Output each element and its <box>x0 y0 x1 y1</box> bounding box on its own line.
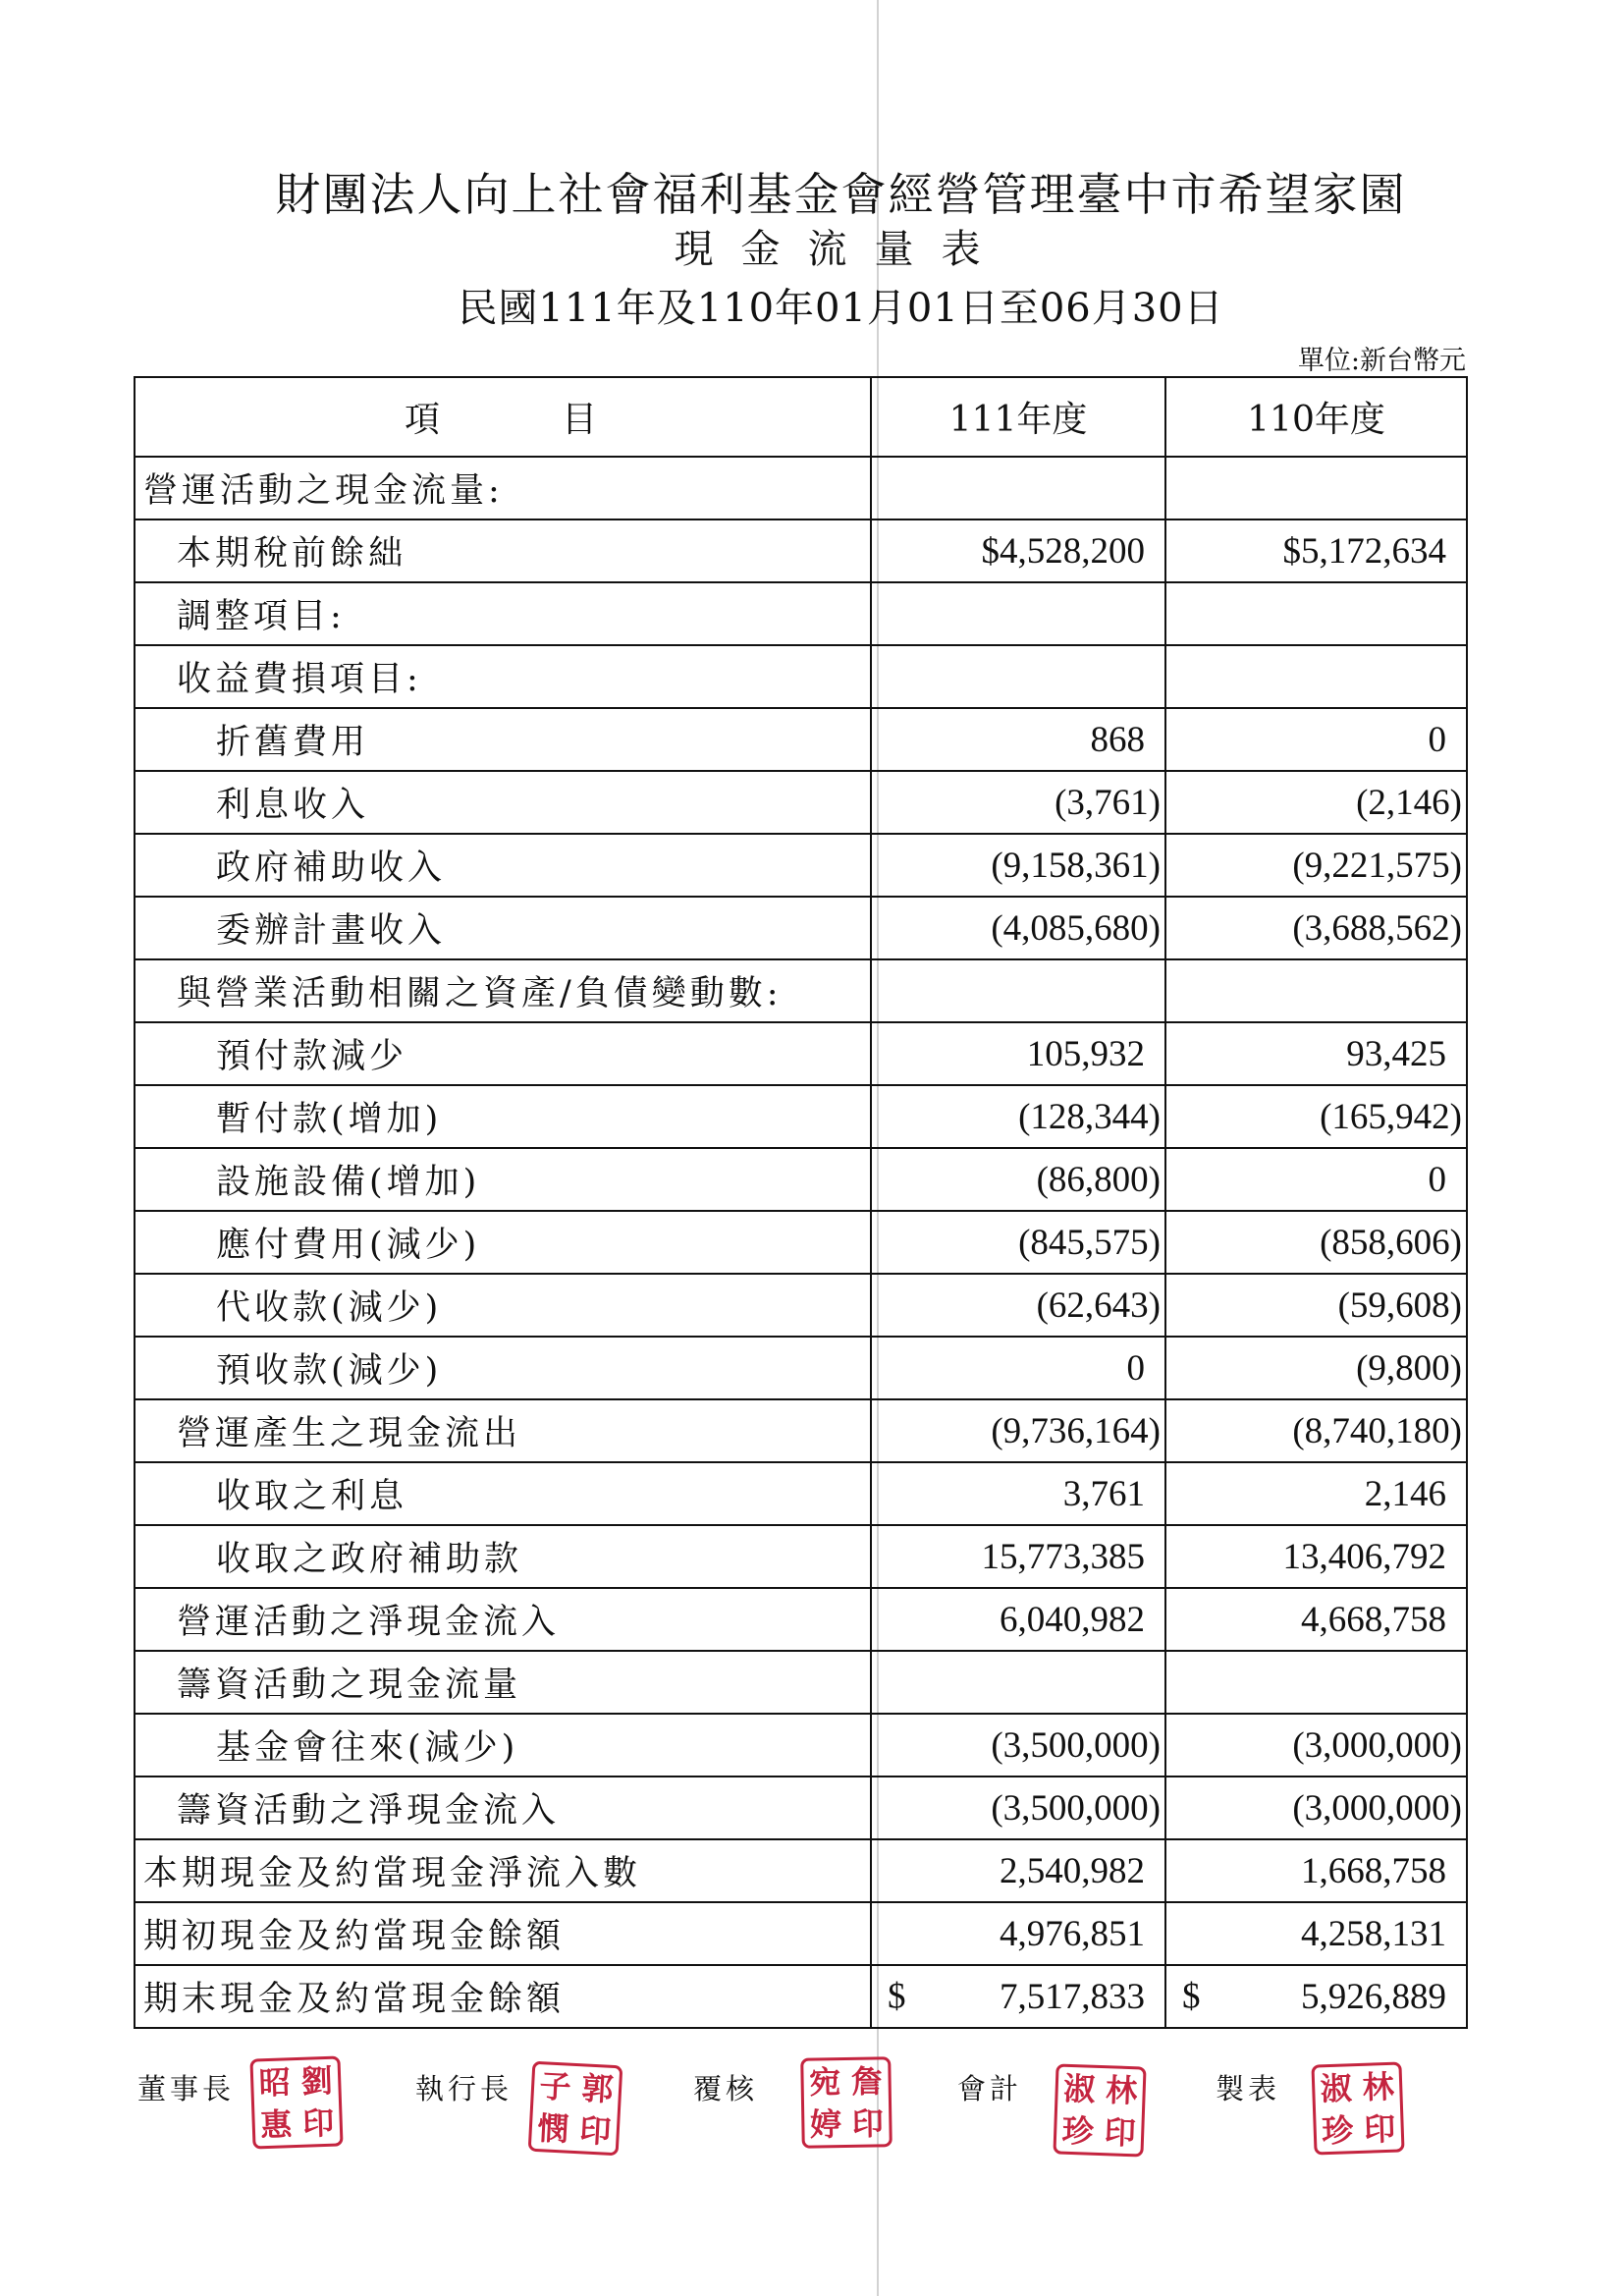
row-label: 營運產生之現金流出 <box>135 1399 871 1462</box>
value-prior-year <box>1165 457 1467 519</box>
row-label: 本期稅前餘絀 <box>135 519 871 582</box>
value-prior-year: (3,000,000) <box>1165 1714 1467 1777</box>
table-row <box>135 1651 1467 1714</box>
value-prior-year: (3,000,000) <box>1165 1777 1467 1839</box>
value-prior-year <box>1165 959 1467 1022</box>
table-row <box>135 519 1467 582</box>
value-current-year: (86,800) <box>871 1148 1165 1211</box>
row-label: 代收款(減少) <box>135 1274 871 1337</box>
row-label: 收取之利息 <box>135 1462 871 1525</box>
value-current-year: (62,643) <box>871 1274 1165 1337</box>
value-current-year: $4,528,200 <box>871 519 1165 582</box>
row-label: 利息收入 <box>135 771 871 834</box>
row-label: 委辦計畫收入 <box>135 897 871 959</box>
value-prior-year <box>1165 582 1467 645</box>
value-current-year: 4,976,851 <box>871 1902 1165 1965</box>
row-label: 折舊費用 <box>135 708 871 771</box>
value-prior-year: 4,258,131 <box>1165 1902 1467 1965</box>
value-current-year: (845,575) <box>871 1211 1165 1274</box>
table-row <box>135 582 1467 645</box>
table-row <box>135 1211 1467 1274</box>
value-current-year: (9,158,361) <box>871 834 1165 897</box>
table-row <box>135 1462 1467 1525</box>
table-row <box>135 959 1467 1022</box>
value-current-year <box>871 457 1165 519</box>
table-row <box>135 834 1467 897</box>
value-current-year <box>871 1651 1165 1714</box>
reviewer-seal: 宛 詹 婷 印 <box>800 2056 893 2149</box>
value-prior-year: (8,740,180) <box>1165 1399 1467 1462</box>
row-label: 籌資活動之淨現金流入 <box>135 1777 871 1839</box>
value-prior-year: (59,608) <box>1165 1274 1467 1337</box>
row-label: 預收款(減少) <box>135 1337 871 1399</box>
row-label: 與營業活動相關之資產/負債變動數: <box>135 959 871 1022</box>
chairman-seal: 昭 劉 惠 印 <box>249 2055 343 2149</box>
accountant-label: 會計 <box>957 2072 1023 2105</box>
value-current-year: (3,761) <box>871 771 1165 834</box>
row-label: 籌資活動之現金流量 <box>135 1651 871 1714</box>
value-prior-year: 1,668,758 <box>1165 1839 1467 1902</box>
table-row <box>135 1965 1467 2028</box>
value-current-year: (3,500,000) <box>871 1777 1165 1839</box>
value-prior-year: 93,425 <box>1165 1022 1467 1085</box>
value-current-year: 3,761 <box>871 1462 1165 1525</box>
table-row <box>135 1337 1467 1399</box>
value-current-year <box>871 645 1165 708</box>
report-period: 民國111年及110年01月01日至06月30日 <box>458 286 1224 331</box>
value-prior-year: (165,942) <box>1165 1085 1467 1148</box>
value-prior-year: (858,606) <box>1165 1211 1467 1274</box>
row-label: 設施設備(增加) <box>135 1148 871 1211</box>
value-prior-year: 0 <box>1165 1148 1467 1211</box>
value-prior-year: 13,406,792 <box>1165 1525 1467 1588</box>
table-row <box>135 1714 1467 1777</box>
table-header-row <box>135 377 1467 457</box>
amount: 7,517,833 <box>1000 1976 1145 2017</box>
table-row <box>135 1399 1467 1462</box>
table-row <box>135 1274 1467 1337</box>
value-prior-year: (9,800) <box>1165 1337 1467 1399</box>
table-row <box>135 771 1467 834</box>
dollar-sign: $ <box>1182 1976 1201 2017</box>
value-prior-year <box>1165 1651 1467 1714</box>
row-label: 期末現金及約當現金餘額 <box>135 1965 871 2028</box>
row-label: 暫付款(增加) <box>135 1085 871 1148</box>
table-row <box>135 1902 1467 1965</box>
value-prior-year: 0 <box>1165 708 1467 771</box>
preparer-label: 製表 <box>1216 2072 1281 2105</box>
table-row <box>135 708 1467 771</box>
organization-title: 財團法人向上社會福利基金會經營管理臺中市希望家園 <box>275 168 1407 221</box>
row-label: 本期現金及約當現金淨流入數 <box>135 1839 871 1902</box>
value-current-year <box>871 1965 1165 2028</box>
table-row <box>135 457 1467 519</box>
row-label: 政府補助收入 <box>135 834 871 897</box>
table-row <box>135 1525 1467 1588</box>
value-prior-year: 2,146 <box>1165 1462 1467 1525</box>
table-row <box>135 1022 1467 1085</box>
row-label: 營運活動之現金流量: <box>135 457 871 519</box>
currency-unit: 單位:新台幣元 <box>1297 346 1466 376</box>
row-label: 收益費損項目: <box>135 645 871 708</box>
value-current-year: (4,085,680) <box>871 897 1165 959</box>
table-row <box>135 1588 1467 1651</box>
header-prior-year: 110年度 <box>1165 377 1467 457</box>
accountant-seal: 淑 林 珍 印 <box>1053 2063 1146 2157</box>
preparer-seal: 淑 林 珍 印 <box>1311 2061 1404 2155</box>
value-current-year: 105,932 <box>871 1022 1165 1085</box>
chairman-label: 董事長 <box>137 2072 236 2105</box>
report-title: 現金流量表 <box>674 227 1008 272</box>
value-current-year: 868 <box>871 708 1165 771</box>
value-prior-year <box>1165 1965 1467 2028</box>
value-current-year <box>871 582 1165 645</box>
review-label: 覆核 <box>693 2072 759 2105</box>
table-row <box>135 1839 1467 1902</box>
table-row <box>135 645 1467 708</box>
row-label: 調整項目: <box>135 582 871 645</box>
row-label: 應付費用(減少) <box>135 1211 871 1274</box>
value-prior-year <box>1165 645 1467 708</box>
dollar-sign: $ <box>888 1976 906 2017</box>
value-current-year: (3,500,000) <box>871 1714 1165 1777</box>
value-current-year: 15,773,385 <box>871 1525 1165 1588</box>
value-current-year: (9,736,164) <box>871 1399 1165 1462</box>
value-current-year: 6,040,982 <box>871 1588 1165 1651</box>
table-row <box>135 1148 1467 1211</box>
value-current-year <box>871 959 1165 1022</box>
value-prior-year: (9,221,575) <box>1165 834 1467 897</box>
value-current-year: 0 <box>871 1337 1165 1399</box>
row-label: 基金會往來(減少) <box>135 1714 871 1777</box>
row-label: 營運活動之淨現金流入 <box>135 1588 871 1651</box>
header-current-year: 111年度 <box>871 377 1165 457</box>
value-current-year: (128,344) <box>871 1085 1165 1148</box>
signature-block <box>0 2057 1623 2175</box>
value-prior-year: 4,668,758 <box>1165 1588 1467 1651</box>
row-label: 預付款減少 <box>135 1022 871 1085</box>
header-item: 項 目 <box>135 377 871 457</box>
amount: 5,926,889 <box>1301 1976 1446 2017</box>
table-row <box>135 1085 1467 1148</box>
value-prior-year: (3,688,562) <box>1165 897 1467 959</box>
ceo-seal: 子 郭 憫 印 <box>528 2061 623 2157</box>
row-label: 期初現金及約當現金餘額 <box>135 1902 871 1965</box>
value-prior-year: (2,146) <box>1165 771 1467 834</box>
value-prior-year: $5,172,634 <box>1165 519 1467 582</box>
table-row <box>135 897 1467 959</box>
value-current-year: 2,540,982 <box>871 1839 1165 1902</box>
row-label: 收取之政府補助款 <box>135 1525 871 1588</box>
table-row <box>135 1777 1467 1839</box>
cash-flow-table <box>134 376 1468 2029</box>
ceo-label: 執行長 <box>415 2072 514 2105</box>
